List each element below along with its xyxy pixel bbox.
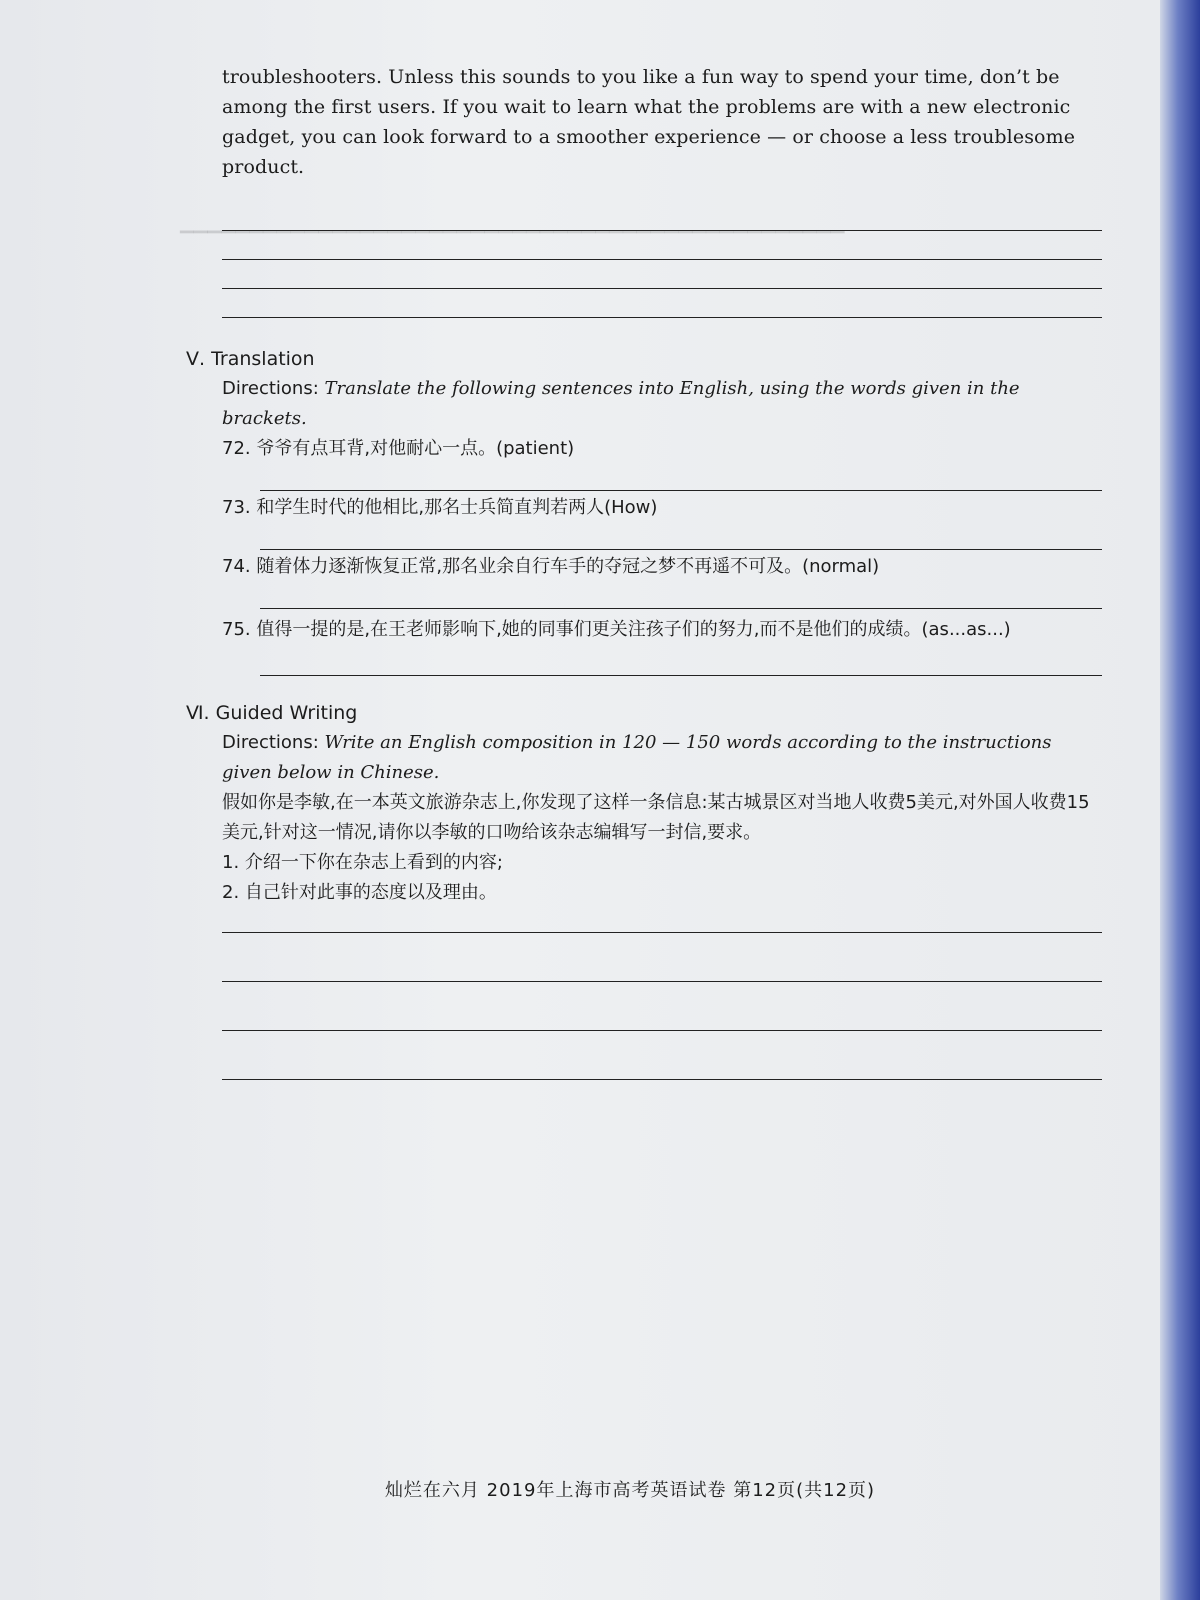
writing-line[interactable] <box>222 908 1102 933</box>
answer-line-74[interactable] <box>260 582 1102 609</box>
blank-line <box>222 260 1102 289</box>
answer-line-75[interactable] <box>260 645 1102 676</box>
directions-label: Directions: <box>222 378 319 399</box>
intro-paragraph: troubleshooters. Unless this sounds to you like a fun way to spend your time, don’t be among the first users. If you wait to learn what the problems are with a new electronic gadget, you can look forward to a smoother experience — or choose a less troublesome product. <box>222 66 1076 178</box>
blank-line <box>222 231 1102 260</box>
requirement-1: 1. 介绍一下你在杂志上看到的内容; <box>222 852 503 873</box>
writing-directions <box>222 728 1102 788</box>
page-content <box>186 62 1102 1080</box>
directions-label: Directions: <box>222 732 319 753</box>
page-footer: 灿烂在六月 2019年上海市高考英语试卷 第12页(共12页) <box>384 1480 876 1501</box>
translation-directions <box>222 374 1102 434</box>
blank-line <box>222 210 1102 231</box>
writing-line[interactable] <box>222 933 1102 982</box>
writing-line[interactable] <box>222 982 1102 1031</box>
writing-line[interactable] <box>222 1031 1102 1080</box>
writing-prompt: 假如你是李敏,在一本英文旅游杂志上,你发现了这样一条信息:某古城景区对当地人收费5美元,对外国人收费15美元,针对这一情况,请你以李敏的口吻给该杂志编辑写一封信,要求。 <box>222 792 1090 843</box>
directions-text: Translate the following sentences into English, using the words given in the brackets. <box>222 378 1020 429</box>
bleed-through-text: ▁▁▁▁▁▁▁▁▁▁▁▁▁▁▁▁▁▁▁▁▁▁▁▁▁▁▁▁▁▁▁▁▁▁▁▁▁▁▁▁▁▁▁▁▁▁▁▁ <box>180 230 845 251</box>
question-73: 73. 和学生时代的他相比,那名士兵简直判若两人(How) <box>222 497 658 518</box>
answer-line-72[interactable] <box>260 464 1102 491</box>
directions-text: Write an English composition in 120 — 150 words according to the instructions given below in Chinese. <box>222 732 1052 783</box>
section-writing-title: Ⅵ. Guided Writing <box>186 702 358 724</box>
blank-line <box>222 289 1102 318</box>
answer-line-73[interactable] <box>260 523 1102 550</box>
question-74: 74. 随着体力逐渐恢复正常,那名业余自行车手的夺冠之梦不再遥不可及。(normal) <box>222 556 880 577</box>
section-translation-title: Ⅴ. Translation <box>186 348 315 370</box>
question-72: 72. 爷爷有点耳背,对他耐心一点。(patient) <box>222 438 575 459</box>
question-75: 75. 值得一提的是,在王老师影响下,她的同事们更关注孩子们的努力,而不是他们的成绩。(as...as...) <box>222 619 1011 640</box>
requirement-2: 2. 自己针对此事的态度以及理由。 <box>222 882 497 903</box>
page-edge-shadow <box>1160 0 1200 1600</box>
